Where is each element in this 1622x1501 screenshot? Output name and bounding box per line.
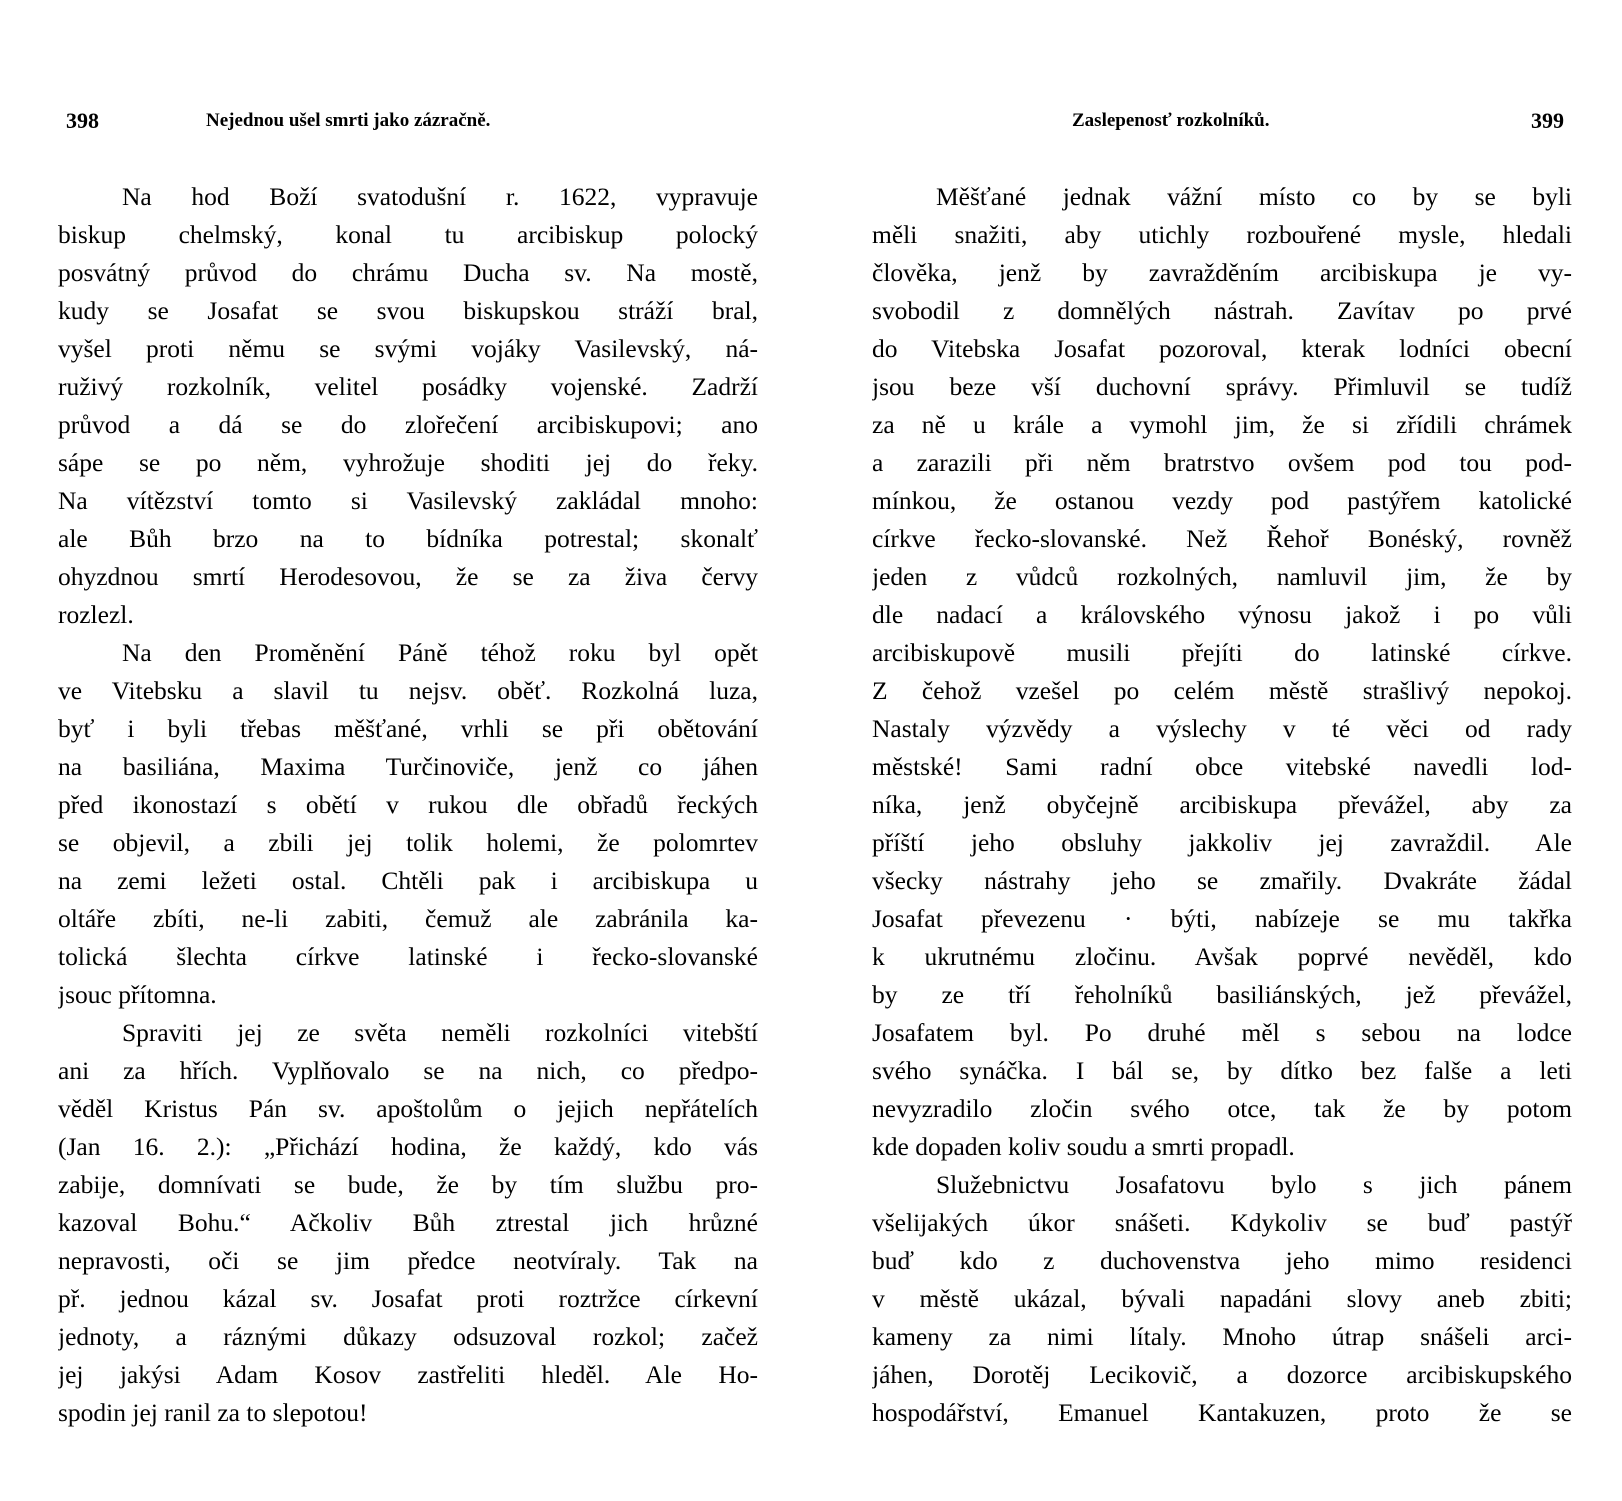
text-line: př. jednou kázal sv. Josafat proti roztržce církevní	[58, 1284, 758, 1313]
text-line: Na hod Boží svatodušní r. 1622, vypravuje	[122, 182, 758, 211]
text-line: na zemi ležeti ostal. Chtěli pak i arcibiskupa u	[58, 866, 758, 895]
text-line: byť i byli třebas měšťané, vrhli se při obětování	[58, 714, 758, 743]
text-line: církve řecko-slovanské. Než Řehoř Bonéský, rovněž	[872, 524, 1572, 553]
text-line: kameny za nimi lítaly. Mnoho útrap snášeli arci-	[872, 1322, 1572, 1351]
text-line: ruživý rozkolník, velitel posádky vojenské. Zadrží	[58, 372, 758, 401]
left-running-head: Nejednou ušel smrti jako zázračně.	[206, 110, 491, 131]
text-line: všecky nástrahy jeho se zmařily. Dvakráte žádal	[872, 866, 1572, 895]
left-page-number: 398	[66, 108, 99, 133]
text-line: jednoty, a ráznými důkazy odsuzoval rozkol; začež	[58, 1322, 758, 1351]
right-page-header	[872, 108, 1572, 138]
text-line: biskup chelmský, konal tu arcibiskup polocký	[58, 220, 758, 249]
text-line: Josafatem byl. Po druhé měl s sebou na lodce	[872, 1018, 1572, 1047]
text-line: zabije, domnívati se bude, že by tím službu pro-	[58, 1170, 758, 1199]
text-line: a zarazili při něm bratrstvo ovšem pod tou pod-	[872, 448, 1572, 477]
text-line: jej jakýsi Adam Kosov zastřeliti hleděl. Ale Ho-	[58, 1360, 758, 1389]
text-line: by ze tří řeholníků basiliánských, jež převážel,	[872, 980, 1572, 1009]
text-line: měli snažiti, aby utichly rozbouřené mysle, hledali	[872, 220, 1572, 249]
text-line: Na vítězství tomto si Vasilevský zakládal mnoho:	[58, 486, 758, 515]
text-line: jáhen, Dorotěj Lecikovič, a dozorce arcibiskupského	[872, 1360, 1572, 1389]
text-line: člověka, jenž by zavražděním arcibiskupa je vy-	[872, 258, 1572, 287]
text-line: arcibiskupově musili přejíti do latinské církve.	[872, 638, 1572, 667]
text-line: Na den Proměnění Páně téhož roku byl opět	[122, 638, 758, 667]
text-line: buď kdo z duchovenstva jeho mimo residenci	[872, 1246, 1572, 1275]
text-line: kde dopaden koliv soudu a smrti propadl.	[872, 1132, 1295, 1161]
text-line: svého synáčka. I bál se, by dítko bez falše a leti	[872, 1056, 1572, 1085]
text-line: hospodářství, Emanuel Kantakuzen, proto že se	[872, 1398, 1572, 1427]
text-line: ohyzdnou smrtí Herodesovou, že se za živa červy	[58, 562, 758, 591]
text-line: ve Vitebsku a slavil tu nejsv. oběť. Rozkolná luza,	[58, 676, 758, 705]
text-line: se objevil, a zbili jej tolik holemi, že polomrtev	[58, 828, 758, 857]
text-line: příští jeho obsluhy jakkoliv jej zavraždil. Ale	[872, 828, 1572, 857]
text-line: spodin jej ranil za to slepotou!	[58, 1398, 368, 1427]
text-line: Spraviti jej ze světa neměli rozkolníci vitebští	[122, 1018, 758, 1047]
text-line: k ukrutnému zločinu. Avšak poprvé nevěděl, kdo	[872, 942, 1572, 971]
text-line: Nastaly výzvědy a výslechy v té věci od rady	[872, 714, 1572, 743]
right-page-text	[872, 178, 1572, 1432]
text-line: do Vitebska Josafat pozoroval, kterak lodníci obecní	[872, 334, 1572, 363]
text-line: níka, jenž obyčejně arcibiskupa převážel, aby za	[872, 790, 1572, 819]
text-line: nepravosti, oči se jim předce neotvíraly. Tak na	[58, 1246, 758, 1275]
right-page-number: 399	[1531, 108, 1564, 133]
text-line: v městě ukázal, bývali napadáni slovy aneb zbiti;	[872, 1284, 1572, 1313]
text-line: oltáře zbíti, ne-li zabiti, čemuž ale zabránila ka-	[58, 904, 758, 933]
text-line: kudy se Josafat se svou biskupskou stráží bral,	[58, 296, 758, 325]
text-line: sápe se po něm, vyhrožuje shoditi jej do řeky.	[58, 448, 758, 477]
text-line: (Jan 16. 2.): „Přichází hodina, že každý, kdo vás	[58, 1132, 758, 1161]
right-running-head: Zaslepenosť rozkolníků.	[1072, 110, 1270, 131]
text-line: posvátný průvod do chrámu Ducha sv. Na mostě,	[58, 258, 758, 287]
text-line: městské! Sami radní obce vitebské navedli lod-	[872, 752, 1572, 781]
text-line: na basiliána, Maxima Turčinoviče, jenž co jáhen	[58, 752, 758, 781]
text-line: všelijakých úkor snášeti. Kdykoliv se buď pastýř	[872, 1208, 1572, 1237]
right-page	[872, 0, 1572, 1501]
text-line: jsouc přítomna.	[58, 980, 217, 1009]
text-line: rozlezl.	[58, 600, 134, 629]
text-line: ale Bůh brzo na to bídníka potrestal; skonalť	[58, 524, 758, 553]
text-line: kazoval Bohu.“ Ačkoliv Bůh ztrestal jich hrůzné	[58, 1208, 758, 1237]
text-line: Z čehož vzešel po celém městě strašlivý nepokoj.	[872, 676, 1572, 705]
text-line: ani za hřích. Vyplňovalo se na nich, co předpo-	[58, 1056, 758, 1085]
text-line: jeden z vůdců rozkolných, namluvil jim, že by	[872, 562, 1572, 591]
text-line: průvod a dá se do zlořečení arcibiskupovi; ano	[58, 410, 758, 439]
text-line: vyšel proti němu se svými vojáky Vasilevský, ná-	[58, 334, 758, 363]
text-line: svobodil z domnělých nástrah. Zavítav po prvé	[872, 296, 1572, 325]
text-line: Měšťané jednak vážní místo co by se byli	[936, 182, 1572, 211]
text-line: Služebnictvu Josafatovu bylo s jich pánem	[936, 1170, 1572, 1199]
text-line: jsou beze vší duchovní správy. Přimluvil se tudíž	[872, 372, 1572, 401]
text-line: dle nadací a královského výnosu jakož i po vůli	[872, 600, 1572, 629]
text-line: Josafat převezenu · býti, nabízeje se mu takřka	[872, 904, 1572, 933]
text-line: tolická šlechta církve latinské i řecko-slovanské	[58, 942, 758, 971]
text-line: věděl Kristus Pán sv. apoštolům o jejich nepřátelích	[58, 1094, 758, 1123]
left-page-text	[58, 178, 758, 1432]
text-line: nevyzradilo zločin svého otce, tak že by potom	[872, 1094, 1572, 1123]
left-page-header	[58, 108, 758, 138]
text-line: před ikonostazí s obětí v rukou dle obřadů řeckých	[58, 790, 758, 819]
text-line: mínkou, že ostanou vezdy pod pastýřem katolické	[872, 486, 1572, 515]
left-page	[58, 0, 758, 1501]
text-line: za ně u krále a vymohl jim, že si zřídili chrámek	[872, 410, 1572, 439]
